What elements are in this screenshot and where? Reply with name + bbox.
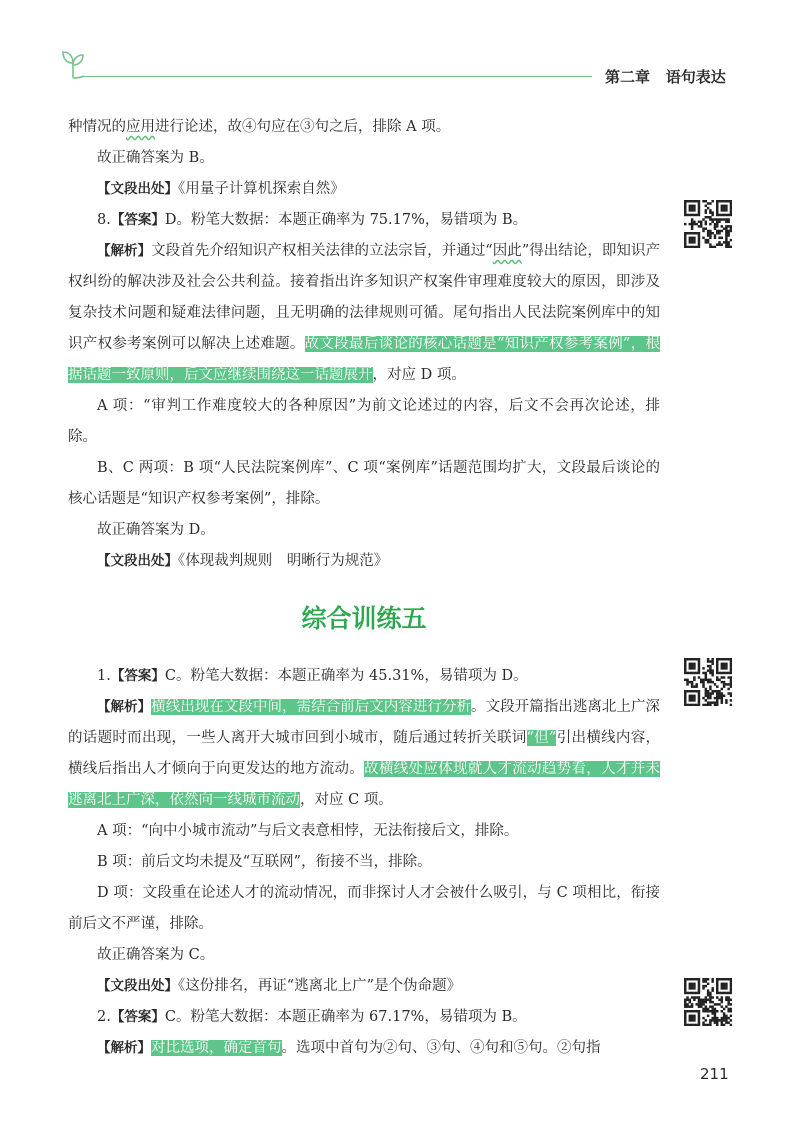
q2-highlight: 对比选项，确定首句	[151, 1040, 282, 1056]
q1-highlight-2: “但”	[526, 730, 557, 746]
header-rule	[82, 76, 592, 77]
q1-answer: 1.【答案】C。粉笔大数据：本题正确率为 45.31%，易错项为 D。	[97, 668, 528, 684]
q8-conclusion: 故正确答案为 D。	[97, 522, 215, 538]
q1-option-d: D 项：文段重在论述人才的流动情况，而非探讨人才会被什么吸引，与 C 项相比，衔接前后文不严谨，排除。	[68, 885, 660, 932]
qr-code-q8[interactable]	[684, 200, 732, 248]
continued-paragraph: 种情况的应用进行论述，故④句应在③句之后，排除 A 项。	[68, 119, 451, 135]
page-content	[68, 112, 660, 1064]
q8-option-a: A 项：“审判工作难度较大的各种原因”为前文论述过的内容，后文不会再次论述，排除。	[68, 398, 660, 445]
qr-code-q1[interactable]	[684, 658, 732, 706]
q1-source: 【文段出处】《这份排名，再证“逃离北上广”是个伪命题》	[97, 978, 462, 994]
page-header	[0, 0, 800, 110]
page-number: 211	[700, 1065, 729, 1083]
q1-highlight-1: 横线出现在文段中间，需结合前后文内容进行分析	[151, 699, 472, 715]
conclusion-prev: 故正确答案为 B。	[97, 150, 214, 166]
section-title: 综合训练五	[301, 604, 427, 633]
qr-code-icon	[684, 658, 732, 706]
q1-analysis: 【解析】横线出现在文段中间，需结合前后文内容进行分析。文段开篇指出逃离北上广深的话题时而出现，一些人离开大城市回到小城市，随后通过转折关联词“但”引出横线内容，横线后指出人才倾向于向更发达的地方流动。故横线处应体现就人才流动趋势看，人才并未逃离北上广深，依然向一线城市流动，对应 C 项。	[68, 699, 661, 808]
q8-analysis: 【解析】文段首先介绍知识产权相关法律的立法宗旨，并通过“因此”得出结论，即知识产权纠纷的解决涉及社会公共利益。接着指出许多知识产权案件审理难度较大的原因，即涉及复杂技术问题和疑难法律问题，且无明确的法律规则可循。尾句指出人民法院案例库中的知识产权参考案例可以解决上述难题。故文段最后谈论的核心话题是“知识产权参考案例”，根据话题一致原则，后文应继续围绕这一话题展开，对应 D 项。	[68, 243, 660, 383]
q1-highlight-3: 故横线处应体现就人才流动趋势看，人才并未逃离北上广深，依然向一线城市流动	[68, 761, 661, 808]
qr-code-icon	[684, 978, 732, 1026]
q1-option-b: B 项：前后文均未提及“互联网”，衔接不当，排除。	[97, 854, 432, 870]
q1-conclusion: 故正确答案为 C。	[97, 947, 215, 963]
source-prev: 【文段出处】《用量子计算机探索自然》	[97, 181, 345, 197]
qr-code-q2[interactable]	[684, 978, 732, 1026]
chapter-name: 语句表达	[665, 68, 726, 86]
chapter-title	[605, 66, 726, 87]
q2-answer: 2.【答案】C。粉笔大数据：本题正确率为 67.17%，易错项为 B。	[97, 1009, 527, 1025]
q8-option-bc: B、C 两项：B 项“人民法院案例库”、C 项“案例库”话题范围均扩大，文段最后谈论的核心话题是“知识产权参考案例”，排除。	[68, 460, 660, 507]
q8-answer: 8.【答案】D。粉笔大数据：本题正确率为 75.17%，易错项为 B。	[97, 212, 528, 228]
qr-code-icon	[684, 200, 732, 248]
q2-analysis: 【解析】对比选项，确定首句。选项中首句为②句、③句、④句和⑤句。②句指	[97, 1040, 601, 1056]
q1-option-a: A 项：“向中小城市流动”与后文表意相悖，无法衔接后文，排除。	[97, 823, 519, 839]
q8-highlight: 故文段最后谈论的核心话题是“知识产权参考案例”，根据话题一致原则，后文应继续围绕这一话题展开	[68, 336, 660, 383]
chapter-number: 第二章	[605, 68, 651, 86]
q8-source: 【文段出处】《体现裁判规则 明晰行为规范》	[97, 553, 389, 569]
